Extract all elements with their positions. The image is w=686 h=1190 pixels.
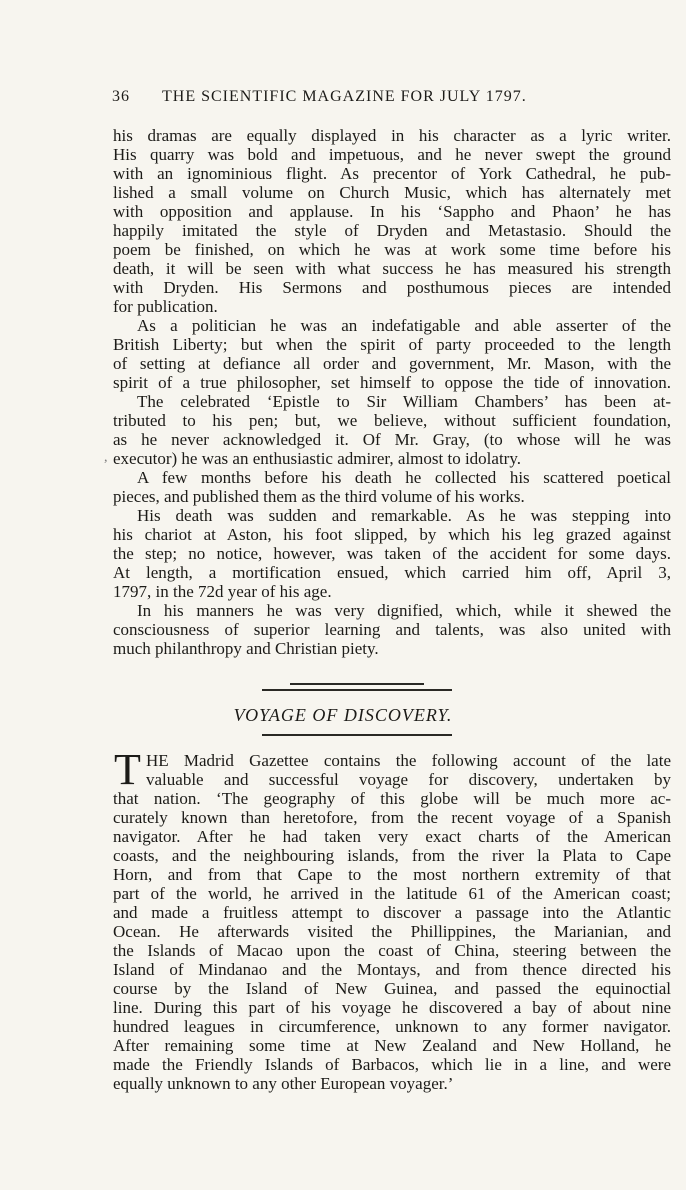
- text-line: Ocean. He afterwards visited the Phillippines, the Marianian, and: [113, 922, 671, 941]
- text-line: the step; no notice, however, was taken of the accident for some days.: [113, 544, 671, 563]
- text-line: made the Friendly Islands of Barbacos, which lie in a line, and were: [113, 1055, 671, 1074]
- text-line: with an ignominious flight. As precentor of York Cathedral, he pub-: [113, 164, 671, 183]
- text-line: for publication.: [113, 297, 218, 316]
- section-divider: [262, 689, 452, 691]
- text-line: As a politician he was an indefatigable and able asserter of the: [137, 316, 671, 335]
- text-line: coasts, and the neighbouring islands, from the river la Plata to Cape: [113, 846, 671, 865]
- text-line: with opposition and applause. In his ‘Sappho and Phaon’ he has: [113, 202, 671, 221]
- text-line: spirit of a true philosopher, set himself to oppose the tide of innovation.: [113, 373, 671, 392]
- text-line: the Islands of Macao upon the coast of China, steering between the: [113, 941, 671, 960]
- text-line: Horn, and from that Cape to the most northern extremity of that: [113, 865, 671, 884]
- text-line: A few months before his death he collected his scattered poetical: [137, 468, 671, 487]
- text-line: executor) he was an enthusiastic admirer, almost to idolatry.: [113, 449, 521, 468]
- text-line: his dramas are equally displayed in his character as a lyric writer.: [113, 126, 671, 145]
- text-line: At length, a mortification ensued, which carried him off, April 3,: [113, 563, 671, 582]
- text-line: death, it will be seen with what success he has measured his strength: [113, 259, 671, 278]
- text-line: happily imitated the style of Dryden and Metastasio. Should the: [113, 221, 671, 240]
- text-line: equally unknown to any other European voyager.’: [113, 1074, 454, 1093]
- page-number: 36: [112, 88, 130, 105]
- text-line: In his manners he was very dignified, which, while it shewed the: [137, 601, 671, 620]
- text-line: of setting at defiance all order and government, Mr. Mason, with the: [113, 354, 671, 373]
- text-line: Island of Mindanao and the Montays, and from thence directed his: [113, 960, 671, 979]
- text-line: HE Madrid Gazettee contains the following account of the late: [146, 751, 671, 770]
- text-line: valuable and successful voyage for discovery, undertaken by: [146, 770, 671, 789]
- text-line: His death was sudden and remarkable. As he was stepping into: [137, 506, 671, 525]
- running-title: THE SCIENTIFIC MAGAZINE FOR JULY 1797.: [162, 88, 527, 105]
- drop-cap: T: [114, 745, 141, 794]
- text-line: His quarry was bold and impetuous, and he never swept the ground: [113, 145, 671, 164]
- text-line: course by the Island of New Guinea, and passed the equinoctial: [113, 979, 671, 998]
- text-line: that nation. ‘The geography of this globe will be much more ac-: [113, 789, 671, 808]
- text-line: The celebrated ‘Epistle to Sir William Chambers’ has been at-: [137, 392, 671, 411]
- text-line: navigator. After he had taken very exact charts of the American: [113, 827, 671, 846]
- text-line: line. During this part of his voyage he discovered a bay of about nine: [113, 998, 671, 1017]
- text-line: his chariot at Aston, his foot slipped, by which his leg grazed against: [113, 525, 671, 544]
- title-underline: [262, 734, 452, 736]
- section-divider: [290, 683, 424, 685]
- text-line: pieces, and published them as the third volume of his works.: [113, 487, 525, 506]
- text-line: much philanthropy and Christian piety.: [113, 639, 379, 658]
- text-line: as he never acknowledged it. Of Mr. Gray, (to whose will he was: [113, 430, 671, 449]
- section-title: VOYAGE OF DISCOVERY.: [233, 705, 453, 725]
- text-line: After remaining some time at New Zealand and New Holland, he: [113, 1036, 671, 1055]
- text-line: part of the world, he arrived in the latitude 61 of the American coast;: [113, 884, 671, 903]
- text-line: and made a fruitless attempt to discover a passage into the Atlantic: [113, 903, 671, 922]
- text-line: curately known than heretofore, from the recent voyage of a Spanish: [113, 808, 671, 827]
- text-line: with Dryden. His Sermons and posthumous pieces are intended: [113, 278, 671, 297]
- margin-mark: ,: [104, 450, 108, 465]
- text-line: poem be finished, on which he was at work some time before his: [113, 240, 671, 259]
- text-line: British Liberty; but when the spirit of party proceeded to the length: [113, 335, 671, 354]
- text-line: lished a small volume on Church Music, which has alternately met: [113, 183, 671, 202]
- text-line: consciousness of superior learning and talents, was also united with: [113, 620, 671, 639]
- text-line: 1797, in the 72d year of his age.: [113, 582, 332, 601]
- text-line: tributed to his pen; but, we believe, without sufficient foundation,: [113, 411, 671, 430]
- text-line: hundred leagues in circumference, unknown to any former navigator.: [113, 1017, 671, 1036]
